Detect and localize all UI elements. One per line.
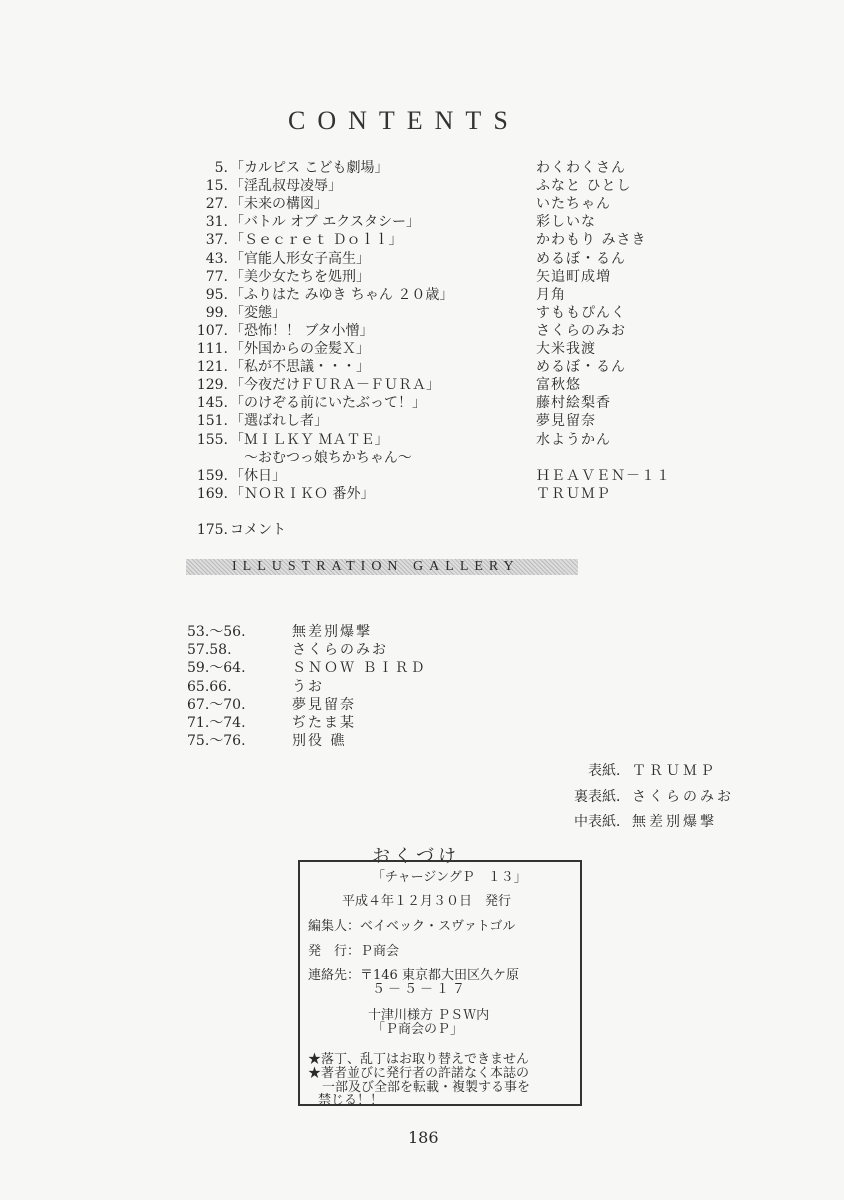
contents-row (180, 485, 700, 503)
editor: 編集人：ベイベック・スヴァトゴル (308, 919, 516, 934)
contents-row (180, 394, 700, 412)
contents-row (180, 268, 700, 286)
contents-row (180, 177, 700, 195)
gallery-artist: 別役 礁 (292, 733, 347, 750)
cover-artist: 無差別爆撃 (632, 814, 717, 830)
colophon-heading: おくづけ (372, 846, 460, 867)
contact-address-2: ５－５－１７ (372, 982, 469, 997)
gallery-pages: 71.～74. (187, 715, 246, 731)
contents-author: さくらのみお (536, 322, 626, 339)
cover-credit (0, 788, 844, 806)
contents-title: 「選ばれし者」 (230, 413, 328, 430)
contents-row (180, 322, 700, 340)
contents-row (180, 250, 700, 268)
contents-author: 水ようかん (536, 431, 611, 448)
contents-author: ＨＥＡＶＥＮ－１１ (536, 467, 671, 484)
cover-artist: さくらのみお (632, 788, 734, 805)
contents-title: 「ＭＩＬＫＹ ＭＡＴＥ」 (230, 431, 389, 448)
contents-page: 121. (196, 359, 228, 376)
cover-credit (0, 813, 844, 831)
note-4: 禁じる！！ (318, 1093, 384, 1108)
contents-title: 「Ｓｅｃｒｅｔ Ｄｏｌｌ」 (230, 232, 403, 249)
gallery-pages: 59.～64. (187, 660, 246, 677)
contents-page: 31. (205, 214, 228, 231)
contact-address-3: 十津川様方 ＰＳＷ内 (368, 1008, 490, 1023)
contents-author: ふなと ひとし (536, 178, 632, 195)
contents-author: 月角 (536, 286, 566, 303)
colophon-box (298, 860, 582, 1106)
cover-credit (0, 762, 844, 780)
page-number: 186 (408, 1128, 439, 1147)
note-2: ★著者並びに発行者の許諾なく本誌の (308, 1066, 530, 1081)
contents-title: 「外国からの金髪Ｘ」 (230, 341, 370, 357)
contents-page: 159. (196, 467, 228, 484)
gallery-heading: ILLUSTRATION GALLERY (186, 559, 578, 575)
contents-page: 155. (196, 431, 228, 448)
contents-page: 37. (205, 232, 228, 249)
contents-row (180, 286, 700, 304)
contents-row (180, 376, 700, 394)
contents-page: 43. (205, 250, 228, 267)
contents-page: 169. (196, 485, 228, 502)
contents-page: 129. (196, 377, 228, 394)
contents-page: 175. (196, 522, 228, 538)
gallery-artist: 夢見留奈 (292, 696, 356, 713)
contents-page: 145. (196, 395, 228, 412)
contents-row (180, 503, 700, 521)
contents-title: 「ふりはた みゆき ちゃん ２０歳」 (230, 286, 454, 303)
gallery-artist: さくらのみお (292, 642, 388, 659)
contents-row (180, 431, 700, 449)
contents-title: 「バトル オブ エクスタシー」 (230, 214, 421, 231)
contents-page: 77. (205, 268, 228, 285)
cover-label: 表紙． (588, 763, 630, 779)
contents-author: 矢追町成増 (536, 268, 611, 285)
contents-page: 5. (214, 160, 228, 176)
contents-row (180, 195, 700, 213)
contents-page: 27. (205, 196, 228, 213)
gallery-pages: 75.～76. (187, 733, 246, 750)
contents-author: 夢見留奈 (536, 413, 596, 430)
contents-row (180, 467, 700, 485)
contents-page: 95. (205, 286, 228, 303)
contents-author: 富秋悠 (536, 377, 581, 394)
contents-author: いたちゃん (536, 196, 611, 213)
contact-address-4: 「Ｐ商会のＰ」 (372, 1022, 464, 1037)
note-3: 一部及び全部を転載・複製する事を (322, 1080, 531, 1095)
gallery-artist: ＳＮＯＷ ＢＩＲＤ (292, 660, 427, 677)
contents-page: 111. (196, 341, 228, 357)
contents-row (180, 358, 700, 376)
gallery-artist: ぢたま某 (292, 715, 356, 731)
gallery-pages: 53.～56. (187, 624, 246, 640)
note-1: ★落丁、乱丁はお取り替えできません (308, 1052, 530, 1067)
contents-author: めるぼ・るん (536, 250, 626, 267)
contact: 連絡先：〒146 東京都大田区久ケ原 (308, 968, 519, 983)
book-title: 「チャージングＰ １３」 (372, 870, 527, 885)
contents-title: 「ＮＯＲＩＫＯ 番外」 (230, 485, 375, 502)
contents-author: かわもり みさき (536, 232, 647, 249)
contents-title: 「今夜だけＦＵＲＡ－ＦＵＲＡ」 (230, 377, 440, 394)
contents-row (180, 449, 700, 467)
contents-page: 99. (205, 304, 228, 321)
gallery-pages: 57.58. (187, 642, 232, 659)
contents-row (180, 412, 700, 430)
gallery-artist: 無差別爆撃 (292, 624, 372, 640)
contents-title: 「官能人形女子高生」 (230, 250, 370, 267)
publisher: 発 行：Ｐ商会 (308, 944, 400, 959)
contents-title: 「淫乱叔母凌辱」 (230, 178, 342, 195)
contents-page: 15. (205, 178, 228, 195)
contents-row (180, 340, 700, 358)
contents-page: 151. (196, 413, 228, 430)
contents-title: 「私が不思議・・・」 (230, 359, 370, 376)
gallery-pages: 67.～70. (187, 696, 246, 713)
contents-title: 「のけぞる前にいたぶって！」 (230, 395, 426, 412)
contents-title: 「未来の構図」 (230, 196, 328, 213)
contents-author: 大米我渡 (536, 341, 596, 357)
contents-author: わくわくさん (536, 160, 626, 176)
contents-author: すももぴんく (536, 304, 626, 321)
contents-title: ～おむつっ娘ちかちゃん～ (230, 449, 412, 466)
cover-label: 中表紙． (574, 814, 630, 830)
contents-title: 「恐怖！！ ブタ小憎」 (230, 322, 374, 339)
contents-author: 彩しいな (536, 214, 596, 231)
contents-page: 107. (196, 322, 228, 339)
publish-date: 平成４年１２月３０日 発行 (342, 894, 512, 909)
contents-row (180, 304, 700, 322)
contents-author: ＴＲＵＭＰ (536, 485, 611, 502)
gallery-artist: うお (292, 678, 324, 695)
page-title: CONTENTS (288, 106, 520, 135)
contents-row (180, 521, 700, 539)
contents-row (180, 159, 700, 177)
contents-row (180, 231, 700, 249)
contents-author: 藤村絵梨香 (536, 395, 611, 412)
cover-label: 裏表紙． (574, 788, 630, 805)
cover-artist: ＴＲＵＭＰ (632, 763, 717, 779)
contents-title: 「美少女たちを処刑」 (230, 268, 370, 285)
contents-title: コメント (230, 522, 286, 538)
contents-title: 「カルピス こども劇場」 (230, 160, 389, 176)
gallery-pages: 65.66. (187, 678, 232, 695)
contents-row (180, 213, 700, 231)
contents-author: めるぼ・るん (536, 359, 626, 376)
contents-title: 「休日」 (230, 467, 286, 484)
contents-title: 「変態」 (230, 304, 286, 321)
